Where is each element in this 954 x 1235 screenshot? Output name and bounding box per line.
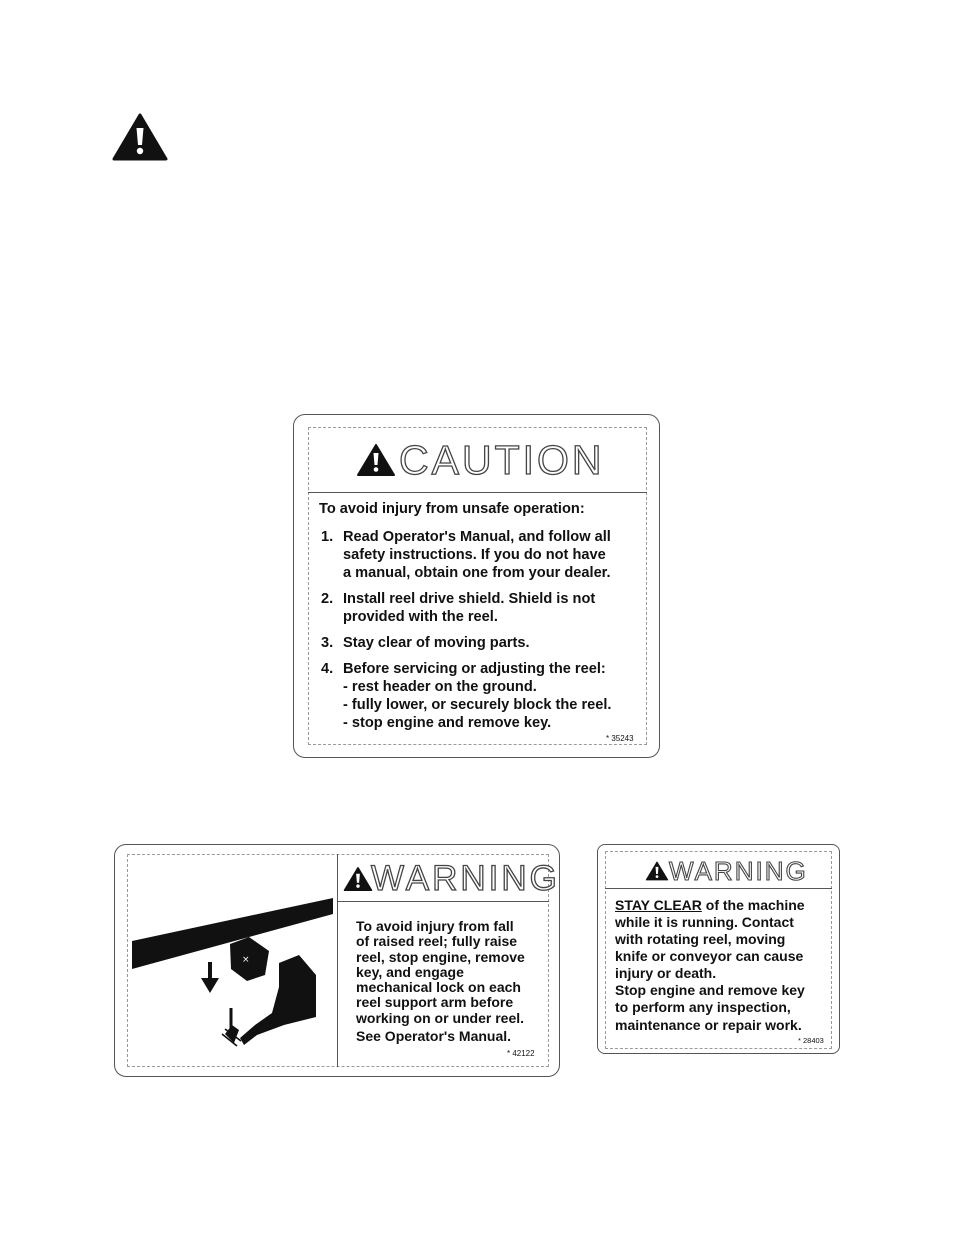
caution-steps-list: [319, 528, 611, 740]
caution-step: [319, 528, 611, 582]
caution-step-line: Stay clear of moving parts.: [343, 635, 530, 651]
caution-step-number: 3.: [321, 635, 334, 651]
caution-step-line: - fully lower, or securely block the reel.: [343, 697, 612, 713]
stay-clear-emphasis: STAY CLEAR: [615, 897, 702, 913]
warning-reel-title-rule: [337, 901, 549, 902]
warning-stay-clear-decal: [597, 844, 840, 1054]
caution-step-line: a manual, obtain one from your dealer.: [343, 565, 611, 581]
warning-stay-clear-line: while it is running. Contact: [615, 914, 794, 930]
warning-stay-clear-line: to perform any inspection,: [615, 999, 791, 1016]
warning-reel-triangle-icon: [343, 866, 373, 892]
caution-step: [319, 660, 611, 732]
warning-reel-part-number: * 42122: [507, 1049, 535, 1058]
caution-intro: To avoid injury from unsafe operation:: [319, 501, 585, 517]
svg-text:×: ×: [242, 955, 250, 965]
caution-step-line: - rest header on the ground.: [343, 679, 537, 695]
caution-step-line: safety instructions. If you do not have: [343, 547, 606, 563]
warning-triangle-icon: [112, 113, 168, 161]
caution-decal: [293, 414, 660, 758]
warning-stay-clear-lines: [615, 914, 805, 1034]
stay-clear-first-line-rest: of the machine: [701, 897, 805, 913]
caution-part-number: * 35243: [606, 734, 634, 743]
warning-stay-clear-line: maintenance or repair work.: [615, 1016, 802, 1033]
warning-reel-line: key, and engage: [356, 963, 464, 980]
warning-reel-line: mechanical lock on each: [356, 979, 521, 996]
warning-reel-title: WARNING: [371, 859, 560, 898]
caution-step-number: 1.: [321, 529, 334, 545]
warning-stay-clear-line: Stop engine and remove key: [615, 982, 805, 999]
warning-reel-line: reel, stop engine, remove: [356, 948, 525, 965]
warning-stay-clear-part-number: * 28403: [798, 1036, 824, 1045]
caution-step-line: - stop engine and remove key.: [343, 715, 552, 731]
warning-reel-line: To avoid injury from fall: [356, 918, 514, 934]
warning-reel-text: [356, 919, 525, 1044]
warning-reel-line: See Operator's Manual.: [356, 1028, 512, 1045]
caution-step-number: 4.: [321, 661, 334, 677]
warning-stay-clear-line: injury or death.: [615, 965, 717, 982]
warning-stay-clear-line: with rotating reel, moving: [615, 931, 786, 948]
warning-stay-clear-triangle-icon: [645, 861, 669, 881]
warning-stay-clear-title-rule: [605, 888, 832, 889]
warning-stay-clear-line: knife or conveyor can cause: [615, 948, 804, 965]
caution-step-line: provided with the reel.: [343, 609, 498, 625]
caution-step-line: Install reel drive shield. Shield is not: [343, 591, 596, 607]
stay-clear-first-line: [615, 897, 805, 914]
warning-stay-clear-title: WARNING: [669, 856, 808, 886]
caution-step: [319, 590, 611, 626]
warning-reel-line: of raised reel; fully raise: [356, 933, 518, 950]
warning-reel-line: reel support arm before: [356, 994, 514, 1011]
caution-step-number: 2.: [321, 591, 334, 607]
caution-title: CAUTION: [399, 437, 605, 483]
caution-step-line: Before servicing or adjusting the reel:: [343, 661, 606, 677]
caution-step: [319, 634, 611, 652]
caution-triangle-icon: [356, 443, 396, 477]
warning-stay-clear-text: [615, 897, 805, 1034]
caution-title-rule: [308, 492, 647, 493]
caution-step-line: Read Operator's Manual, and follow all: [343, 529, 611, 545]
falling-reel-pictogram: [129, 857, 339, 1057]
warning-reel-decal: [114, 844, 560, 1077]
warning-reel-line: working on or under reel.: [356, 1009, 525, 1026]
